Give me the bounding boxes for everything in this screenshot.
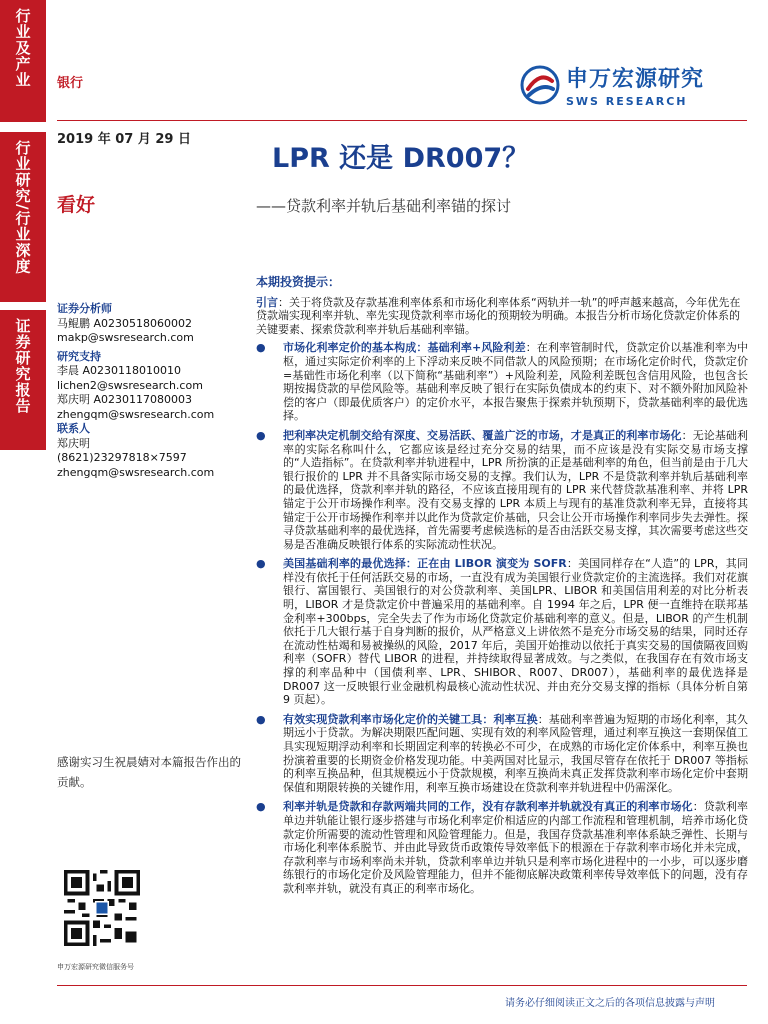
bullet-dot-icon: ● [256,800,266,814]
sidebar-block-report-label: 证券研究报告 [13,318,32,414]
sidebar-block-research-type [0,132,46,302]
report-date: 2019 年 07 月 29 日 [57,132,191,147]
intro-paragraph [256,296,748,337]
sidebar-block-industry-label: 行业及产业 [13,8,32,88]
qr-caption: 申万宏源研究微信服务号 [57,963,134,971]
sidebar-block-report [0,310,46,450]
report-title: LPR 还是 DR007？ [272,143,530,174]
bullet-point [256,800,748,895]
qr-code-icon[interactable] [64,870,140,946]
bullet-dot-icon: ● [256,341,266,355]
analysts-label: 证券分析师 [57,302,112,315]
disclaimer-footer[interactable]: 请务必仔细阅读正文之后的各项信息披露与声明 [505,998,715,1009]
bullet-point [256,429,748,551]
rating: 看好 [57,194,96,216]
contact-label: 联系人 [57,422,90,435]
bullet-text: ：基础利率普遍为短期的市场化利率，其久期远小于贷款。为解决期限匹配问题、实现有效的利率风险管理，通过利率互换这一套期保值工具实现短期浮动利率和长期固定利率的转换必不可少，在成熟的市场化定价体系中，利率互换也扮演着重要的长期资金价格发现功能。中美两国对比显示，我国尽管存在依托于 DR007 等指标的利率互换品种，但其规模远小于贷款规模，利率互换尚未真正发挥贷款利率市场化定价中套期保值和期限转换的关键作用，利率互换市场建设在贷款利率并轨进程中仍需深化。 [283,712,749,794]
sidebar-block-industry [0,0,46,122]
bullet-point [256,713,748,795]
bullet-text: ：在利率管制时代，贷款定价以基准利率为中枢，通过实际定价利率的上下浮动来反映不同借款人的风险预期；在市场化定价时代，贷款定价=基础性市场化利率（以下简称“基础利率”）+风险利差，风险利差既包含信用风险，也包含长期按揭贷款的早偿风险等。基础利率反映了银行在实际负债成本的约束下、对不额外附加风险补偿的客户（即最优质客户）的定价水平，本报告聚焦于探索并轨预期下，贷款基础利率的最优选择。 [283,341,748,423]
logo-text-en: SWS RESEARCH [566,95,688,108]
bullet-text: ：贷款利率单边并轨能让银行逐步搭建与市场化利率定价相适应的内部工作流程和管理机制，培养市场化贷款定价所需要的流动性管理和风险管理能力。但是，我国存贷款基准利率体系缺乏弹性、长期与市场化利率体系脱节、并由此导致货币政策传导效率低下的根源在于存款利率市场化并未完成，存款利率与市场利率尚未并轨，贷款利率单边并轨只是利率市场化进程中的一小步，可以逐步磨练银行的市场化定价及风险管理能力，但并不能彻底解决政策利率传导效率低下的问题，没有存款利率并轨，就没有真正的利率市场化。 [283,800,749,895]
analyst-line: 马鲲鹏 A0230518060002 [57,316,193,330]
intro-lead: 引言 [256,295,278,309]
section-heading: 本期投资提示： [256,275,341,289]
bullet-point [256,341,748,423]
acknowledgement: 感谢实习生祝晨婧对本篇报告作出的贡献。 [57,755,241,789]
bullet-keyword: 把利率决定机制交给有深度、交易活跃、覆盖广泛的市场，才是真正的利率市场化 [283,428,682,442]
bullet-keyword: 市场化利率定价的基本构成：基础利率+风险利差 [283,341,526,355]
contact-column [57,302,247,480]
support-label: 研究支持 [57,349,101,363]
support-email[interactable]: zhengqm@swsresearch.com [57,407,215,421]
bullet-dot-icon: ● [256,712,266,726]
analyst-email[interactable]: makp@swsresearch.com [57,331,194,344]
intro-text: ：关于将贷款及存款基准利率体系和市场化利率体系“两轨并一轨”的呼声越来越高，今年优先在贷款端实现利率并轨、率先实现贷款利率市场化的预期较为明确。本报告分析市场化贷款定价体系的关键要素、探索贷款利率并轨后基础利率锚。 [256,295,741,336]
industry-tag: 银行 [57,76,84,91]
report-subtitle: ——贷款利率并轨后基础利率锚的探讨 [256,197,512,215]
contact-phone: (8621)23297818×7597 [57,451,187,464]
bullet-text: ：无论基础利率的实际名称叫什么，它都应该是经过充分交易的结果，而不应该是没有实际交易市场支撑的“人造指标”。在贷款利率并轨进程中，LPR 所扮演的正是基础利率的角色，但当前是由于几大银行报价的 LPR 并不具备实际市场交易的支撑。我们认为，LPR 不是贷款利率并轨后基础利率的最优选择，贷款利率并轨的路径，不应该直接用现有的 LPR 来代替贷款基准利率、并将 LPR 锚定于公开市场操作利率。没有交易支撑的 LPR 本质上与现有的基准贷款利率无异，直接将其锚定于公开市场操作利率并以此作为贷款定价基础，只会让公开市场操作利率同步失去弹性。探寻贷款基础利率的最优选择，首先需要考虑候选标的是否由活跃交易支撑，其次需要考虑这些交易是否准确反映银行体系的实际流动性状况。 [283,428,749,551]
logo-mark-icon [520,65,560,105]
bullet-dot-icon: ● [256,557,266,571]
side-strip [0,0,46,1024]
bullet-point [256,557,748,707]
contact-email[interactable]: zhengqm@swsresearch.com [57,465,215,479]
bullet-keyword: 利率并轨是贷款和存款两端共同的工作，没有存款利率并轨就没有真正的利率市场化 [283,800,693,814]
support-line: 郑庆明 A0230117080003 [57,393,193,406]
logo-text-cn: 申万宏源研究 [566,67,705,92]
company-logo [520,62,704,108]
support-line: 李晨 A0230118010010 [57,364,182,377]
sidebar-block-research-type-label: 行业研究/行业深度 [13,140,32,275]
bullet-keyword: 美国基础利率的最优选择：正在由 LIBOR 演变为 SOFR [283,557,567,571]
footer-divider [57,985,747,986]
main-content [256,276,748,902]
bullet-text: ：美国同样存在“人造”的 LPR，其同样没有依托于任何活跃交易的市场，一直没有成为美国银行业贷款定价的主流选择。我们对花旗银行、富国银行、美国银行的对公贷款利率、美国LPR、LIBOR 和美国信用利差的对比分析表明，LIBOR 才是贷款定价中普遍采用的基础利率。自 1994 年之后，LPR 便一直维持在联邦基金利率+300bps，完全失去了作为市场化贷款定价基础利率的意义。但是，LIBOR 的产生机制依托于几大银行基于自身判断的报价，从严格意义上讲依然不是充分市场交易的结果，同时还存在流动性枯竭和易被操纵的风险，2017 年后，美国开始推动以依托于真实交易的国债隔夜回购利率（SOFR）替代 LIBOR 的进程，并持续取得显著成效。与之类似，在我国存在有效市场支撑的利率品种中（国债利率、LPR、SHIBOR、R007、DR007），基础利率的最优选择是 DR007 这一反映银行业金融机构最核心流动性状况、并由充分交易支撑的指标（具体分析自第 9 页起）。 [283,557,748,707]
support-email[interactable]: lichen2@swsresearch.com [57,378,203,392]
bullet-dot-icon: ● [256,428,266,442]
header-divider [57,120,747,121]
contact-name: 郑庆明 [57,436,90,450]
bullet-keyword: 有效实现贷款利率市场化定价的关键工具：利率互换 [283,712,538,726]
